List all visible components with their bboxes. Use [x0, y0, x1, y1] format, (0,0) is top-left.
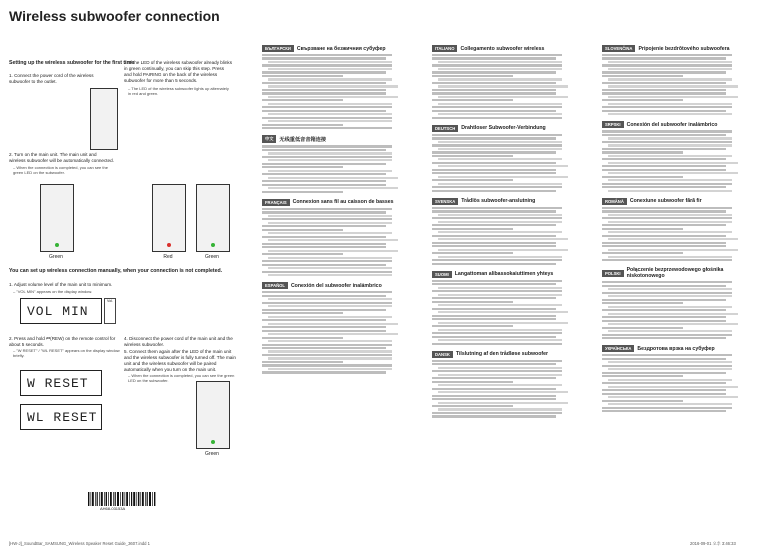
step-3-note: – The LED of the wireless subwoofer lights up alternately in red and green. [128, 86, 229, 97]
language-badge: ESPAÑOL [262, 282, 288, 289]
volume-button [104, 298, 116, 324]
language-badge: SVENSKA [432, 198, 458, 205]
language-badge: DANSK [432, 351, 453, 358]
language-title: Langattoman alibassokaiuttimen yhteys [454, 271, 554, 278]
language-block [262, 282, 397, 373]
language-block [262, 135, 397, 192]
language-block [432, 125, 567, 192]
manual-step-5-note: – When the connection is completed, you can see the green LED on the subwoofer. [128, 373, 235, 384]
language-column-3 [432, 45, 567, 424]
language-header [602, 121, 737, 128]
language-header [602, 345, 737, 352]
page-title: Wireless subwoofer connection [9, 8, 220, 24]
language-title: Conexión del subwoofer inalámbrico [626, 121, 718, 128]
display-w-reset [20, 370, 102, 396]
language-title: Conexión del subwoofer inalámbrico [290, 282, 382, 289]
language-header [432, 198, 567, 205]
language-body-text [262, 208, 397, 276]
language-header [432, 271, 567, 278]
language-block [432, 45, 567, 119]
language-body-text [602, 207, 737, 261]
barcode-number: AH68-03153A [100, 506, 126, 511]
language-badge: БЪЛГАРСКИ [262, 45, 294, 52]
language-badge: DEUTSCH [432, 125, 458, 132]
manual-step-2-note: – "W RESET" / "WL RESET" appears on the display window briefly. [13, 348, 120, 359]
language-header [602, 198, 737, 205]
language-block [602, 121, 737, 191]
language-title: Tilslutning af den trådløse subwoofer [455, 351, 549, 358]
language-badge: FRANÇAIS [262, 199, 290, 206]
language-block [602, 345, 737, 412]
green-label-2: Green [205, 254, 219, 260]
language-badge: ITALIANO [432, 45, 457, 52]
language-title: Drahtloser Subwoofer-Verbindung [461, 125, 546, 132]
language-badge: ROMÂNĂ [602, 198, 627, 205]
step-1-text: 1. Connect the power cord of the wireless subwoofer to the outlet. [9, 73, 94, 84]
manual-step-2: 2. Press and hold ⏮(REW) on the remote control for about 5 seconds. [9, 336, 116, 347]
language-body-text [262, 54, 397, 129]
display-text: WL RESET [27, 410, 98, 425]
language-title: Connexion sans fil au caisson de basses [292, 199, 394, 206]
language-header [432, 45, 567, 52]
display-text: W RESET [27, 376, 89, 391]
language-body-text [432, 280, 567, 345]
language-body-text [432, 54, 567, 119]
language-badge: SRPSKI [602, 121, 624, 128]
language-body-text [602, 354, 737, 412]
display-wl-reset [20, 404, 102, 430]
language-header [262, 282, 397, 289]
language-title: Бездротова врзка на субуфер [637, 345, 715, 352]
language-title: Połączenie bezprzewodowego głośnika niskotonowego [626, 267, 724, 280]
red-led-icon [167, 243, 171, 247]
language-header [602, 45, 737, 52]
language-title: Свързване на безжичния субуфер [296, 45, 386, 52]
language-title: Conexiune subwoofer fără fir [629, 198, 702, 205]
language-badge: POLSKI [602, 270, 624, 277]
subwoofer-image [90, 88, 118, 150]
language-body-text [602, 54, 737, 115]
language-header [262, 199, 397, 206]
red-label: Red [163, 254, 173, 260]
green-label: Green [49, 254, 63, 260]
language-header [262, 135, 397, 143]
language-title: 无线重低音音箱连接 [279, 136, 327, 143]
language-body-text [602, 130, 737, 191]
step-2-text: 2. Turn on the main unit. The main unit and wireless subwoofer will be automatically connected. [9, 152, 114, 163]
display-vol-min [20, 298, 102, 324]
language-badge: SUOMI [432, 271, 452, 278]
subwoofer-green-image [40, 184, 74, 252]
language-block [602, 198, 737, 261]
language-body-text [432, 134, 567, 192]
vol-label: Vol. [107, 299, 113, 303]
display-text: VOL MIN [27, 304, 89, 319]
language-body-text [432, 207, 567, 265]
language-title: Collegamento subwoofer wireless [460, 45, 545, 52]
step-3-text: 3. If the LED of the wireless subwoofer already blinks in green continually, you can skip this step. Press and hold PAIRING on the back of the wireless subwoofer for more than 5 seconds. [124, 60, 233, 83]
manual-heading: You can set up wireless connection manually, when your connection is not completed. [9, 268, 223, 274]
language-title: Pripojenie bezdrôtového subwoofera [638, 45, 730, 52]
manual-step-1-note: – "VOL MIN" appears on the display window. [13, 289, 93, 294]
footer-date: 2016-09-01 오후 3:46:33 [690, 541, 736, 546]
manual-step-5: 5. Connect them again after the LED of the main unit and the wireless subwoofer is fully turned off. The main unit and the wireless subwoofer will be paired automatically when you turn on the main unit. [124, 349, 236, 372]
subwoofer-green-image-3 [196, 381, 230, 449]
step-2-note: – When the connection is completed, you can see the green LED on the subwoofer. [13, 165, 108, 176]
language-block [432, 198, 567, 265]
green-led-icon [211, 440, 215, 444]
green-label-3: Green [205, 451, 219, 457]
manual-step-4: 4. Disconnect the power cord of the main unit and the wireless subwoofer. [124, 336, 233, 347]
manual-step-1: 1. Adjust volume level of the main unit to minimum. [9, 282, 113, 287]
language-header [432, 125, 567, 132]
language-title: Trådlös subwoofer-anslutning [461, 198, 536, 205]
language-block [432, 271, 567, 345]
language-block [602, 267, 737, 339]
language-header [602, 267, 737, 279]
setup-heading: Setting up the wireless subwoofer for the first time [9, 60, 135, 66]
subwoofer-green-image-2 [196, 184, 230, 252]
language-body-text [262, 291, 397, 373]
language-block [602, 45, 737, 115]
language-column-4 [602, 45, 737, 418]
green-led-icon [211, 243, 215, 247]
language-body-text [602, 281, 737, 339]
language-block [432, 351, 567, 418]
language-column-2 [262, 45, 397, 380]
language-badge: УКРАЇНСЬКА [602, 345, 634, 352]
language-badge: 中文 [262, 135, 276, 143]
language-body-text [262, 145, 397, 192]
subwoofer-red-image [152, 184, 186, 252]
footer-file-name: [HW-J]_SoundBar_SAMSUNG_Wireless Speaker Reset Guide_3607.indd 1 [9, 541, 150, 546]
language-body-text [432, 360, 567, 418]
language-header [432, 351, 567, 358]
green-led-icon [55, 243, 59, 247]
language-block [262, 45, 397, 129]
language-badge: SLOVENČINA [602, 45, 635, 52]
language-header [262, 45, 397, 52]
language-block [262, 199, 397, 276]
